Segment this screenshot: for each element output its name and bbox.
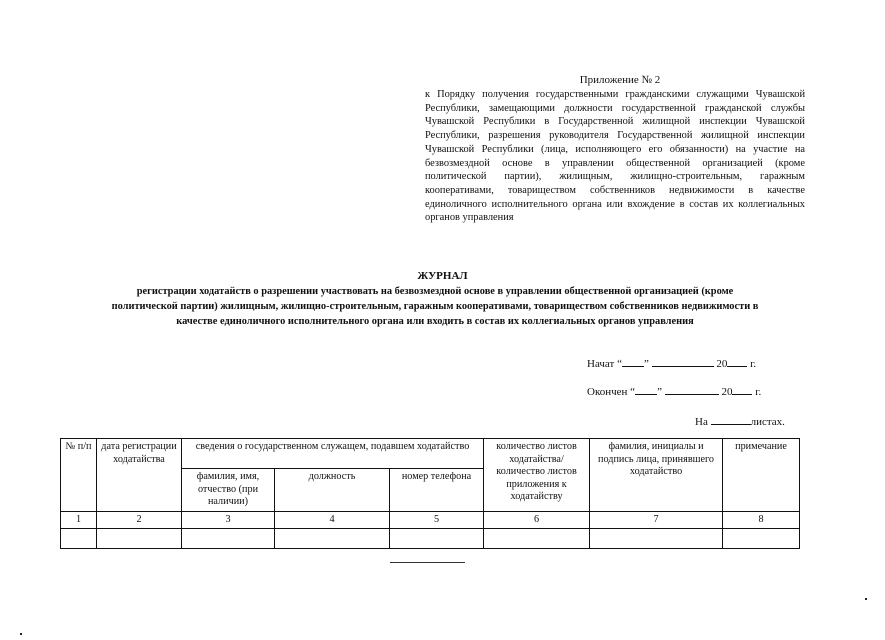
appendix-text: к Порядку получения государственными гражданскими служащими Чувашской Республики, замещающими должности государственной гражданской службы Чувашской Республики в Государственной жилищной инспекции Чувашской Республики, разрешения руководителя Государственной жилищной инспекции Чувашской Республики (лица, исполняющего его обязанности) на участие на безвозмездной основе в управлении общественной организацией (кроме политической партии), жилищным, жилищно-строительным, гаражным кооперативами, товариществом собственников недвижимости в качестве единоличного исполнительного органа или вхождение в состав их коллегиальных органов управления xyxy=(425,89,805,224)
header-fio: фамилия, имя, отчество (при наличии) xyxy=(182,469,275,512)
col-number: 2 xyxy=(97,511,182,529)
header-position: должность xyxy=(275,469,390,512)
scan-speck xyxy=(865,598,867,600)
header-note: примечание xyxy=(723,439,800,512)
ended-line: Окончен “ ” 20 г. xyxy=(587,386,762,398)
col-number: 1 xyxy=(61,511,97,529)
col-number: 5 xyxy=(390,511,484,529)
journal-title: ЖУРНАЛ xyxy=(417,270,468,282)
header-phone: номер телефона xyxy=(390,469,484,512)
header-date: дата регистрации ходатайства xyxy=(97,439,182,512)
col-number: 3 xyxy=(182,511,275,529)
col-number: 4 xyxy=(275,511,390,529)
header-receiver: фамилия, инициалы и подпись лица, принявшего ходатайство xyxy=(590,439,723,512)
scan-speck xyxy=(20,633,22,635)
empty-row xyxy=(61,529,800,549)
started-label: Начат xyxy=(587,358,615,370)
ended-label: Окончен xyxy=(587,386,628,398)
col-number: 7 xyxy=(590,511,723,529)
registration-table xyxy=(60,438,800,549)
sheets-line: На листах. xyxy=(695,416,785,428)
header-num: № п/п xyxy=(61,439,97,512)
header-servant-info: сведения о государственном служащем, подавшем ходатайство xyxy=(182,439,484,469)
header-sheets-count: количество листов ходатайства/ количество листов приложения к ходатайству xyxy=(484,439,590,512)
started-line: Начат “ ” 20 г. xyxy=(587,358,757,370)
appendix-title: Приложение № 2 xyxy=(579,74,661,86)
journal-subtitle: регистрации ходатайств о разрешении участвовать на безвозмездной основе в управлении общественной организацией (кроме политической партии) жилищным, жилищно-строительным, гаражным кооперативами, товариществом собственников недвижимости в качестве единоличного исполнительного органа или входить в состав их коллегиальных органов управления xyxy=(111,286,759,327)
bottom-rule xyxy=(390,562,465,563)
col-number: 8 xyxy=(723,511,800,529)
column-number-row xyxy=(61,511,800,529)
col-number: 6 xyxy=(484,511,590,529)
